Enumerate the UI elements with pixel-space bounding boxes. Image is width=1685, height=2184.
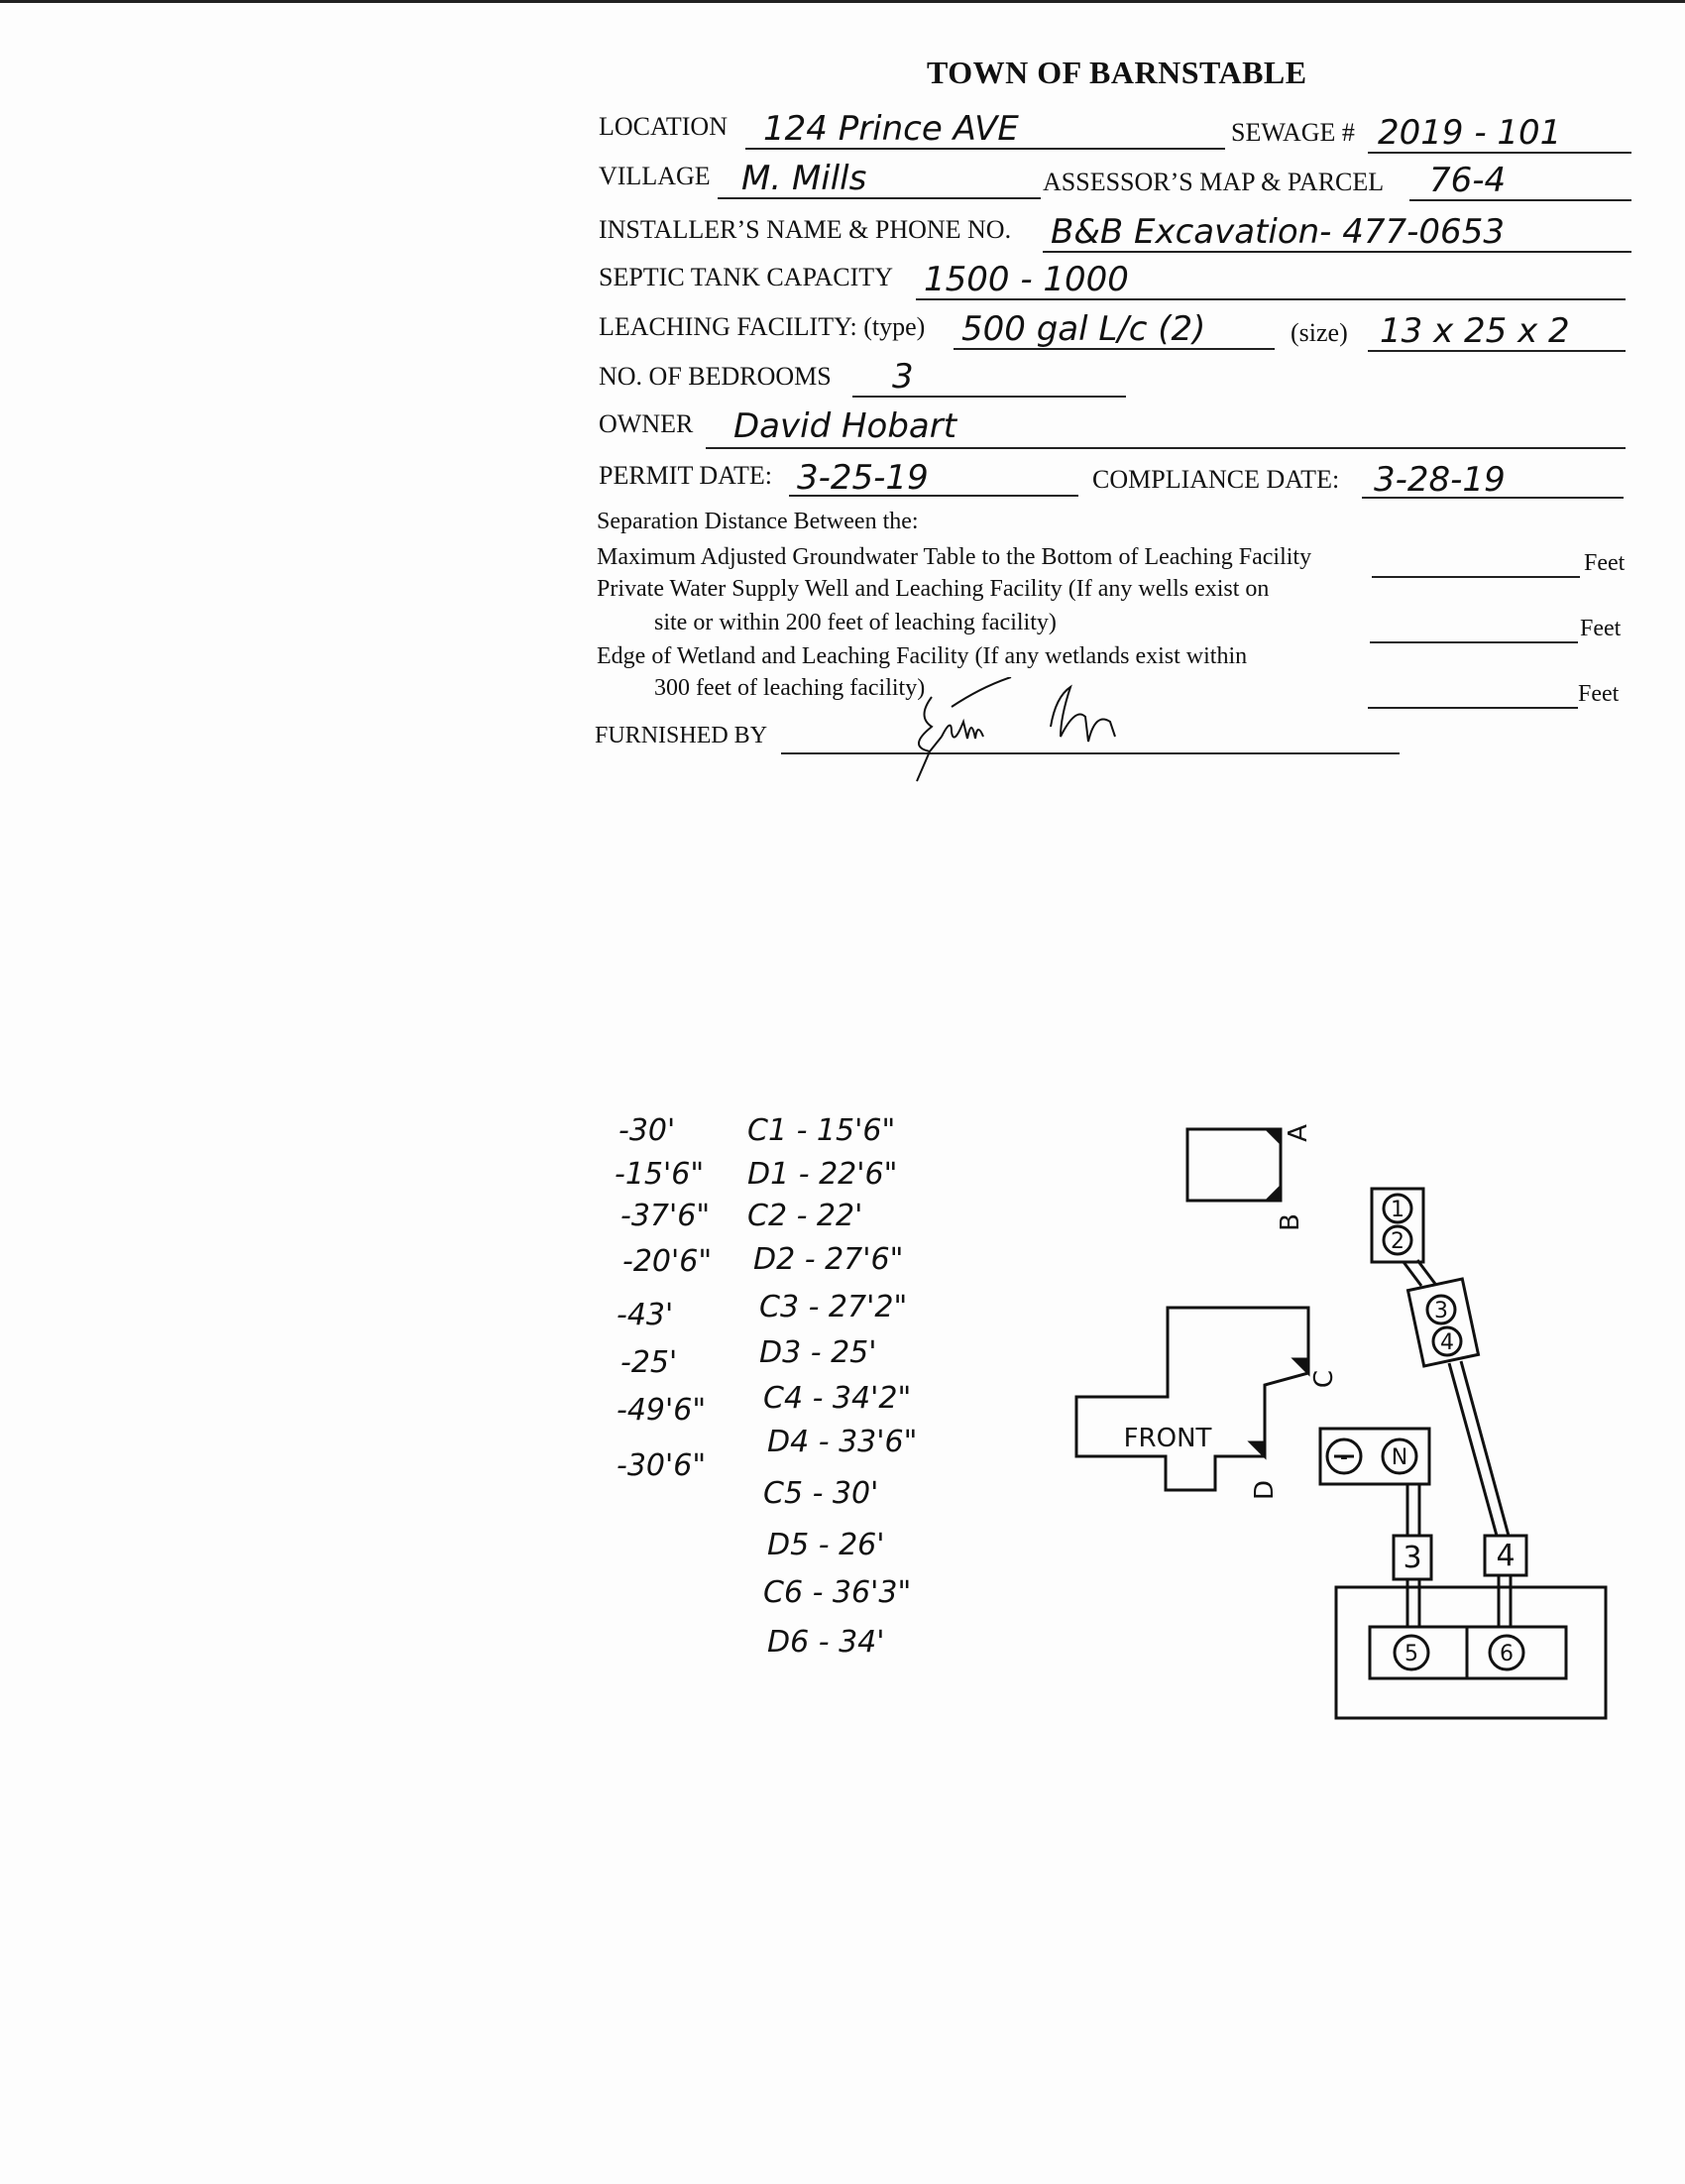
separation-well-line2: site or within 200 feet of leaching facility) (654, 610, 1057, 635)
house-front-label: FRONT (1123, 1424, 1212, 1453)
measurement-right: C5 - 30' (763, 1476, 879, 1511)
measurement-right: C4 - 34'2" (763, 1381, 912, 1416)
size-value: 13 x 25 x 2 (1380, 311, 1570, 351)
tank-value: 1500 - 1000 (924, 260, 1129, 299)
compliance-label: COMPLIANCE DATE: (1092, 465, 1340, 494)
circle-1-label: 1 (1391, 1198, 1404, 1222)
separation-well-line1: Private Water Supply Well and Leaching Facility (If any wells exist on (597, 576, 1270, 602)
corner-b-marker (1267, 1187, 1281, 1201)
bedrooms-value: 3 (892, 357, 914, 397)
circle-4-label: 4 (1440, 1330, 1454, 1355)
circle-minus-label: - (1340, 1445, 1348, 1470)
measurement-right: D3 - 25' (759, 1335, 877, 1370)
corner-d-marker (1251, 1442, 1265, 1456)
measurement-right: C1 - 15'6" (747, 1113, 896, 1148)
circle-5-label: 5 (1404, 1642, 1418, 1667)
corner-d-label: D (1250, 1479, 1280, 1501)
corner-b-label: B (1276, 1213, 1305, 1231)
compliance-value: 3-28-19 (1374, 460, 1506, 500)
corner-a-marker (1267, 1129, 1281, 1143)
furnished-label: FURNISHED BY (595, 723, 768, 748)
tank-label: SEPTIC TANK CAPACITY (599, 263, 893, 291)
separation-heading: Separation Distance Between the: (597, 509, 919, 534)
feet-label-2: Feet (1580, 616, 1622, 641)
corner-c-marker (1294, 1359, 1308, 1373)
assessor-label: ASSESSOR’S MAP & PARCEL (1043, 168, 1385, 196)
measurement-right: D1 - 22'6" (747, 1157, 898, 1192)
location-value: 124 Prince AVE (763, 109, 1019, 149)
measurement-left: -25' (620, 1345, 678, 1380)
measurement-right: C6 - 36'3" (763, 1575, 912, 1610)
separation-wetland-line2: 300 feet of leaching facility) (654, 675, 926, 701)
corner-c-label: C (1309, 1369, 1339, 1389)
installer-label: INSTALLER’S NAME & PHONE NO. (599, 215, 1012, 244)
measurement-left: -49'6" (617, 1393, 707, 1428)
house-outline (1076, 1308, 1308, 1490)
sewage-value: 2019 - 101 (1378, 113, 1562, 153)
box-4-label: 4 (1496, 1539, 1516, 1573)
measurement-right: C2 - 22' (747, 1199, 863, 1233)
form-title: TOWN OF BARNSTABLE (927, 55, 1307, 90)
permit-value: 3-25-19 (797, 458, 929, 498)
measurement-right: D4 - 33'6" (767, 1425, 918, 1459)
owner-label: OWNER (599, 409, 694, 438)
measurement-right: D5 - 26' (767, 1528, 885, 1562)
separation-groundwater: Maximum Adjusted Groundwater Table to the Bottom of Leaching Facility (597, 544, 1312, 570)
village-value: M. Mills (741, 159, 867, 198)
circle-6-label: 6 (1500, 1642, 1514, 1667)
measurement-left: -30' (618, 1113, 676, 1148)
measurement-left: -43' (617, 1298, 674, 1332)
measurement-right: D2 - 27'6" (753, 1242, 904, 1277)
permit-label: PERMIT DATE: (599, 461, 773, 490)
measurement-left: -15'6" (615, 1157, 705, 1192)
box-3-label: 3 (1403, 1541, 1422, 1575)
site-sketch (0, 3, 1685, 2184)
assessor-value: 76-4 (1429, 161, 1507, 200)
sewage-label: SEWAGE # (1231, 118, 1355, 147)
circle-n-label: N (1391, 1445, 1408, 1470)
reference-box (1187, 1129, 1281, 1201)
measurement-left: -20'6" (622, 1244, 713, 1279)
measurement-right: C3 - 27'2" (759, 1290, 908, 1324)
leaching-type-value: 500 gal L/c (2) (961, 309, 1206, 349)
feet-label-3: Feet (1578, 681, 1620, 707)
bedrooms-label: NO. OF BEDROOMS (599, 362, 832, 391)
installer-value: B&B Excavation- 477-0653 (1051, 212, 1505, 252)
measurement-left: -30'6" (617, 1448, 707, 1483)
village-label: VILLAGE (599, 162, 711, 190)
measurement-right: D6 - 34' (767, 1625, 885, 1660)
location-label: LOCATION (599, 112, 728, 141)
measurement-left: -37'6" (620, 1199, 711, 1233)
circle-2-label: 2 (1391, 1229, 1404, 1254)
separation-wetland-line1: Edge of Wetland and Leaching Facility (If any wetlands exist within (597, 643, 1248, 669)
corner-a-label: A (1284, 1124, 1313, 1142)
owner-value: David Hobart (733, 406, 957, 446)
size-label: (size) (1291, 318, 1348, 347)
circle-3-label: 3 (1434, 1299, 1448, 1323)
feet-label-1: Feet (1584, 550, 1626, 576)
leaching-label: LEACHING FACILITY: (type) (599, 312, 926, 341)
